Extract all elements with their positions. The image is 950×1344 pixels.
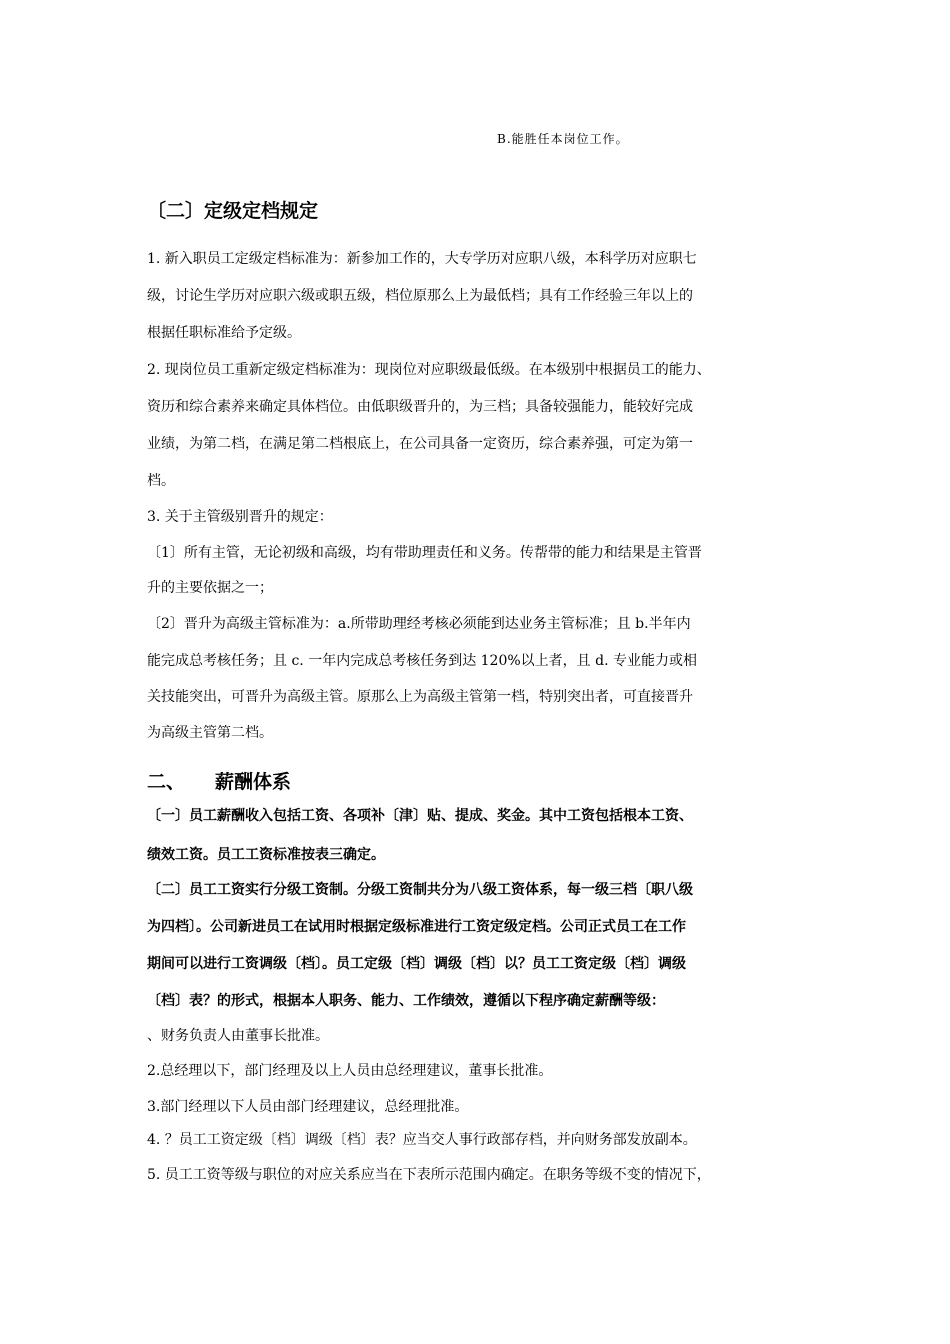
bold-paragraph-line: 绩效工资。员工工资标准按表三确定。 xyxy=(147,847,385,863)
paragraph-line: 〔2〕晋升为高级主管标准为：a.所带助理经考核必须能到达业务主管标准；且 b.半年内 xyxy=(147,616,691,632)
paragraph-line: 资历和综合素养来确定具体档位。由低职级晋升的，为三档；具备较强能力，能较好完成 xyxy=(147,399,693,415)
paragraph-line: 5. 员工工资等级与职位的对应关系应当在下表所示范围内确定。在职务等级不变的情况下， xyxy=(147,1167,711,1183)
paragraph-line: 2.总经理以下，部门经理及以上人员由总经理建议，董事长批准。 xyxy=(147,1063,553,1079)
section-heading-number: 二、 xyxy=(147,771,186,793)
paragraph-line: 能完成总考核任务；且 c. 一年内完成总考核任务到达 120%以上者，且 d. 专业能力或相 xyxy=(147,653,697,669)
bold-paragraph-line: 〔档〕表？的形式，根据本人职务、能力、工作绩效，遵循以下程序确定薪酬等级： xyxy=(147,993,665,1009)
paragraph-line: 3.部门经理以下人员由部门经理建议，总经理批准。 xyxy=(147,1099,469,1115)
paragraph-line: 档。 xyxy=(147,473,175,489)
top-note: B.能胜任本岗位工作。 xyxy=(497,132,629,146)
paragraph-line: 关技能突出，可晋升为高级主管。原那么上为高级主管第一档，特别突出者，可直接晋升 xyxy=(147,689,693,705)
paragraph-line: 2. 现岗位员工重新定级定档标准为：现岗位对应职级最低级。在本级别中根据员工的能力、 xyxy=(147,362,711,378)
paragraph-line: 1. 新入职员工定级定档标准为：新参加工作的，大专学历对应职八级，本科学历对应职七 xyxy=(147,251,697,267)
paragraph-line: 升的主要依据之一； xyxy=(147,580,273,596)
paragraph-line: 3. 关于主管级别晋升的规定： xyxy=(147,509,333,525)
paragraph-line: 、财务负责人由董事长批准。 xyxy=(147,1028,329,1044)
paragraph-line: 级，讨论生学历对应职六级或职五级，档位原那么上为最低档；具有工作经验三年以上的 xyxy=(147,288,693,304)
paragraph-line: 根据任职标准给予定级。 xyxy=(147,325,301,341)
section-heading-text: 薪酬体系 xyxy=(215,771,292,793)
paragraph-line: 4. ？员工工资定级〔档〕调级〔档〕表？应当交人事行政部存档，并向财务部发放副本。 xyxy=(147,1132,697,1148)
bold-paragraph-line: 期间可以进行工资调级〔档〕。员工定级〔档〕调级〔档〕以？员工工资定级〔档〕调级 xyxy=(147,956,686,972)
paragraph-line: 业绩，为第二档，在满足第二档根底上，在公司具备一定资历，综合素养强，可定为第一 xyxy=(147,436,693,452)
section-heading-grading: 〔二〕定级定档规定 xyxy=(147,200,319,222)
bold-paragraph-line: 〔一〕员工薪酬收入包括工资、各项补〔津〕贴、提成、奖金。其中工资包括根本工资、 xyxy=(147,808,693,824)
section-heading-salary xyxy=(147,767,291,794)
paragraph-line: 〔1〕所有主管，无论初级和高级，均有带助理责任和义务。传帮带的能力和结果是主管晋 xyxy=(147,545,702,561)
paragraph-line: 为高级主管第二档。 xyxy=(147,725,273,741)
bold-paragraph-line: 〔二〕员工工资实行分级工资制。分级工资制共分为八级工资体系，每一级三档〔职八级 xyxy=(147,882,693,898)
bold-paragraph-line: 为四档〕。公司新进员工在试用时根据定级标准进行工资定级定档。公司正式员工在工作 xyxy=(147,919,686,935)
